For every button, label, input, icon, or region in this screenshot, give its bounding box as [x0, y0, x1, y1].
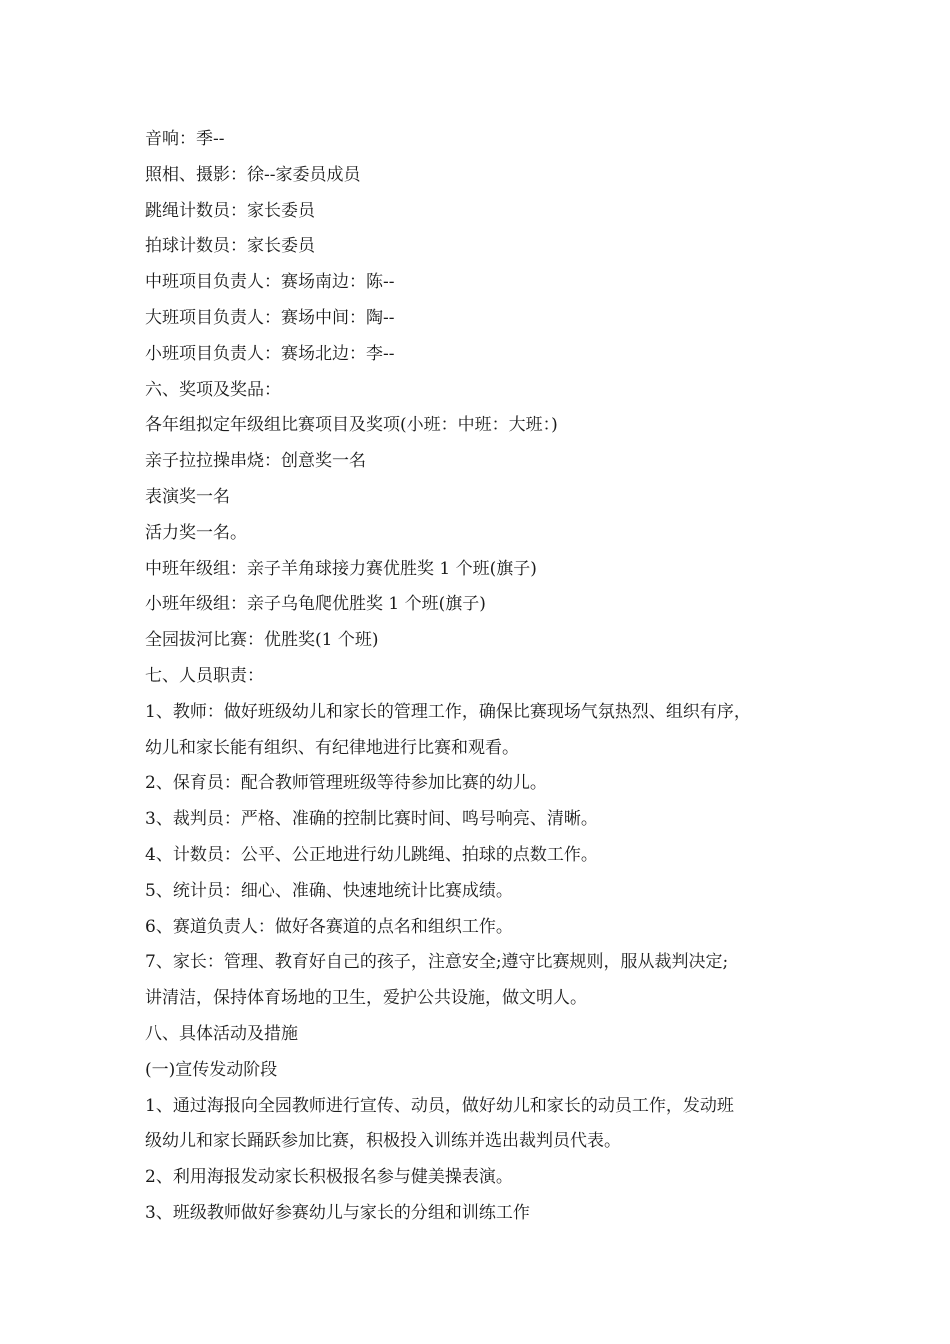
subsection-heading: (一)宣传发动阶段: [145, 1059, 278, 1080]
text-line: 级幼儿和家长踊跃参加比赛，积极投入训练并选出裁判员代表。: [145, 1131, 621, 1152]
text-line: 活力奖一名。: [145, 522, 247, 543]
section-heading: 六、奖项及奖品：: [145, 379, 281, 400]
section-heading: 八、具体活动及措施: [145, 1023, 298, 1044]
text-line: 音响：季--: [145, 129, 225, 149]
text-line: 小班年级组：亲子乌龟爬优胜奖 1 个班(旗子): [145, 594, 486, 615]
text-line: 中班项目负责人：赛场南边：陈--: [145, 272, 395, 293]
text-line: 2、保育员：配合教师管理班级等待参加比赛的幼儿。: [145, 773, 547, 794]
text-line: 跳绳计数员：家长委员: [145, 200, 315, 221]
text-line: 1、通过海报向全园教师进行宣传、动员，做好幼儿和家长的动员工作，发动班: [145, 1095, 734, 1116]
text-line: 拍球计数员：家长委员: [145, 236, 315, 257]
text-line: 亲子拉拉操串烧：创意奖一名: [145, 451, 366, 472]
text-line: 表演奖一名: [145, 486, 230, 507]
text-line: 大班项目负责人：赛场中间：陶--: [145, 307, 395, 328]
section-heading: 七、人员职责：: [145, 665, 264, 686]
text-line: 7、家长：管理、教育好自己的孩子，注意安全;遵守比赛规则，服从裁判决定;: [145, 952, 729, 973]
text-line: 照相、摄影：徐--家委员成员: [145, 164, 361, 185]
text-line: 各年组拟定年级组比赛项目及奖项(小班：中班：大班：): [145, 415, 558, 436]
text-line: 5、统计员：细心、准确、快速地统计比赛成绩。: [145, 880, 513, 901]
text-line: 6、赛道负责人：做好各赛道的点名和组织工作。: [145, 916, 513, 937]
text-line: 幼儿和家长能有组织、有纪律地进行比赛和观看。: [145, 737, 519, 758]
text-line: 中班年级组：亲子羊角球接力赛优胜奖 1 个班(旗子): [145, 558, 537, 579]
text-line: 1、教师：做好班级幼儿和家长的管理工作，确保比赛现场气氛热烈、组织有序，: [145, 701, 751, 722]
text-line: 讲清洁，保持体育场地的卫生，爱护公共设施，做文明人。: [145, 988, 587, 1009]
text-line: 3、班级教师做好参赛幼儿与家长的分组和训练工作: [145, 1202, 530, 1223]
text-line: 3、裁判员：严格、准确的控制比赛时间、鸣号响亮、清晰。: [145, 809, 598, 830]
text-line: 4、计数员：公平、公正地进行幼儿跳绳、拍球的点数工作。: [145, 844, 598, 865]
text-line: 小班项目负责人：赛场北边：李--: [145, 343, 395, 364]
document-body: [145, 122, 825, 1232]
text-line: 全园拔河比赛：优胜奖(1 个班): [145, 630, 379, 651]
text-line: 2、利用海报发动家长积极报名参与健美操表演。: [145, 1167, 513, 1188]
